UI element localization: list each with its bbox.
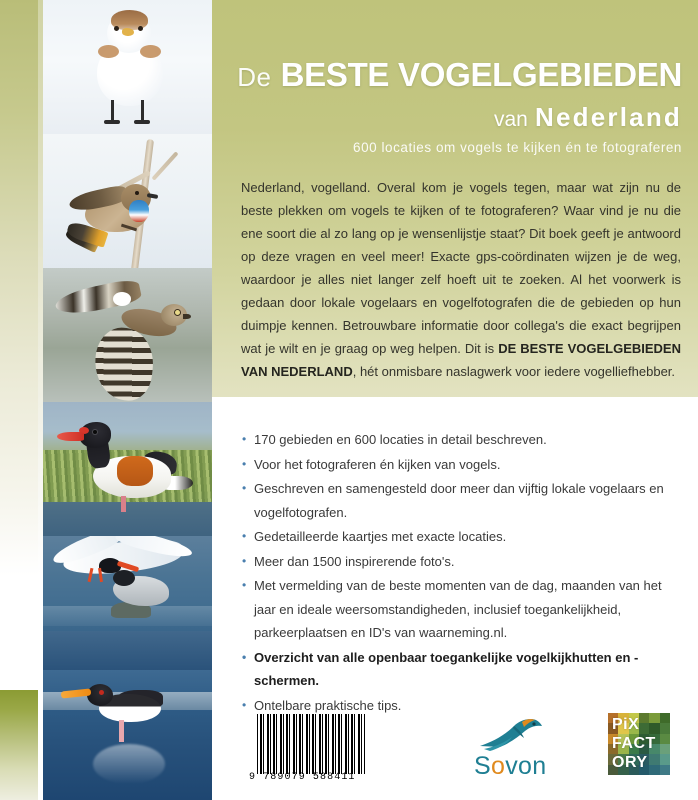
pixfactory-line3: ORY [612,754,648,771]
barcode-digits: 9 789079 588411 [249,772,356,783]
bird-wing-lower [91,325,156,402]
bird-eye-right [138,26,143,31]
terns-photo [43,536,212,670]
bird-foot-right [134,120,150,124]
bird-eye [135,191,139,195]
title-line-secondary [212,102,682,133]
pixfactory-logo [608,713,670,775]
bird-leg [121,496,126,512]
bird-eye-left [114,26,119,31]
photo-strip [43,0,212,800]
bird-head [87,684,113,706]
feature-item: • Geschreven en samengesteld door meer dan vijftig lokale vogelaars en vogelfotografen. [242,477,684,524]
pixfactory-line2: FACT [612,735,656,752]
intro-emphasis: DE BESTE VOGELGEBIEDEN VAN NEDERLAND [241,341,681,379]
sovon-wordmark [474,752,546,781]
water-reflection [93,744,165,784]
water-wave [43,631,212,670]
bird-bill [57,432,84,441]
intro-text-part2: , hét onmisbare naslagwerk voor iedere vogelliefhebber. [352,364,676,379]
feature-item: • Overzicht van alle openbaar toegankelijke vogelkijkhutten en -schermen. [242,646,684,693]
bird-chest-band [117,456,153,486]
water [43,502,212,536]
branch-twig [151,151,178,180]
subtitle: 600 locaties om vogels te kijken én te fotograferen [353,139,682,155]
feature-item: • Gedetailleerde kaartjes met exacte locaties. [242,525,684,549]
title-prefix: De [237,62,272,92]
oystercatcher-photo [43,670,212,800]
sovon-name-part2: von [505,752,547,780]
feature-item: • Voor het fotograferen én kijken van vogels. [242,453,684,477]
pixfactory-line1: PiX [612,716,640,733]
shelduck-photo [43,402,212,536]
sovon-name-part1: S [474,752,491,780]
page-title: BESTE VOGELGEBIEDEN [280,56,682,93]
bird-eye [99,690,104,695]
title-country: Nederland [535,101,682,132]
sovon-logo [468,716,560,788]
bird-white-rump [113,292,131,306]
feature-item: • 170 gebieden en 600 locaties in detail beschreven. [242,428,684,452]
bird-cheek-left [98,45,119,58]
barcode-bars [257,714,365,774]
feature-item: • Meer dan 1500 inspirerende foto's. [242,550,684,574]
bird-foot-left [104,120,120,124]
spine-strip [0,0,38,800]
title-line-primary [212,58,682,93]
pixfactory-wordmark [608,713,670,775]
isbn-barcode [249,714,365,788]
intro-text-part1: Nederland, vogelland. Overal kom je vogels tegen, maar wat zijn nu de beste plekken om vogels te kijken of te fotograferen? Waar vind je nu die ene soort die al zo lang op je wensenlijstje staat? Dit boek geeft je antwoord op deze vragen en veel meer! Exacte gps-coördinaten wijzen je de weg, waardoor je alles niet langer zelf hoeft uit te zoeken. Al het voorwerk is gedaan door lokale vogelaars en vogelfotografen die de gebieden op hun duimpje kennen. Betrouwbare informatie door collega's die exact begrijpen wat je wilt en je graag op weg helpen. Dit is [241,180,681,356]
bird-blue-throat [129,200,149,222]
intro-paragraph [241,176,681,383]
feature-item: • Ontelbare praktische tips. [242,694,684,718]
bird-bill [183,314,191,319]
title-van: van [493,107,528,131]
spine-bottom-block [0,690,38,800]
swallow-bird-icon [478,716,544,754]
feature-item: • Met vermelding van de beste momenten van de dag, maanden van het jaar en ideale weersomstandigheden, inclusief toegankelijkheid, parkeerplaatsen en ID's van waarneming.nl. [242,574,684,645]
bluethroat-photo [43,134,212,268]
feature-list [242,428,684,718]
snow-bunting-photo [43,0,212,134]
bird-eye [93,430,97,434]
title-block [212,58,690,155]
juvenile-tern-head [113,570,135,586]
bird-leg [119,720,124,742]
sovon-name-accent: o [490,752,506,780]
bird-cheek-right [140,45,161,58]
harrier-photo [43,268,212,402]
bird-bill [122,28,134,36]
bird-eye [175,310,180,315]
